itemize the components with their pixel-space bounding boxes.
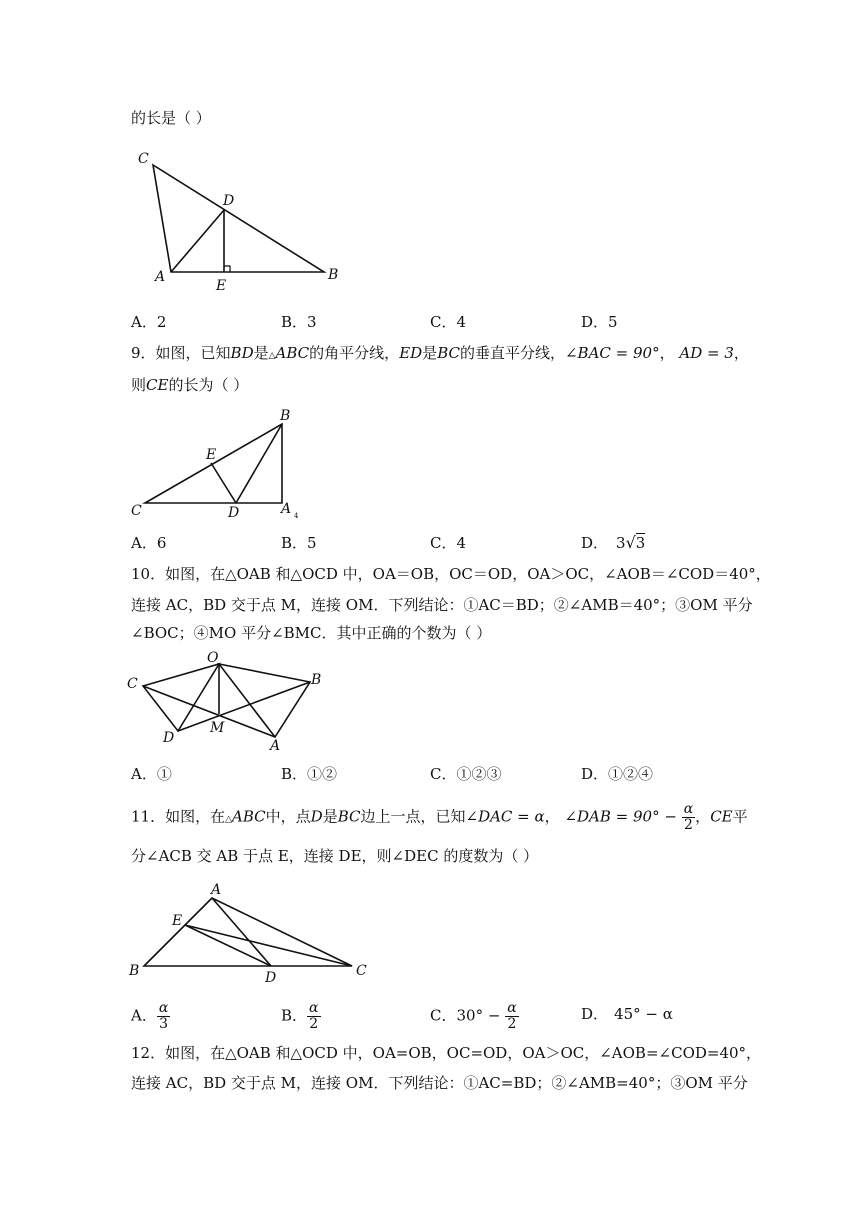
q9-option-c: C．4: [430, 534, 467, 552]
q12-stem-line1: 12．如图，在△OAB 和△OCD 中，OA=OB，OC=OD，OA＞OC，∠AOB=∠COD=40°，: [131, 1044, 762, 1062]
q8-option-b: B．3: [281, 313, 317, 331]
q11-label-d: D: [265, 970, 277, 986]
q9-label-a: A: [281, 501, 292, 517]
q9-stem-line2: 则CE的长为（ ）: [131, 376, 249, 394]
q9-option-b: B．5: [281, 534, 317, 552]
q10-stem-line3: ∠BOC；④MO 平分∠BMC．其中正确的个数为（ ）: [131, 624, 492, 642]
q8-label-e: E: [216, 278, 227, 294]
q9-label-c: C: [131, 503, 142, 519]
q9-label-e: E: [206, 447, 217, 463]
q9-label-small: 4: [294, 512, 299, 520]
q11-label-b: B: [129, 963, 140, 979]
q11-option-a: A． $\frac{\alpha}{3}$: [131, 1000, 169, 1032]
q10-stem-line2: 连接 AC，BD 交于点 M，连接 OM．下列结论：①AC＝BD；②∠AMB＝40°；③OM 平分: [131, 596, 753, 614]
q8-tail-text: 的长是（ ）: [131, 109, 211, 127]
q11-label-e: E: [172, 913, 183, 929]
q10-label-c: C: [127, 676, 138, 692]
q10-label-m: M: [210, 720, 225, 736]
q10-stem-line1: 10．如图，在△OAB 和△OCD 中，OA＝OB，OC＝OD，OA＞OC，∠AOB＝∠COD＝40°，: [131, 565, 771, 583]
q8-option-a: A．2: [131, 313, 167, 331]
q11-option-b: B． $\frac{\alpha}{2}$: [281, 1000, 319, 1032]
q10-label-a: A: [270, 738, 281, 754]
q11-stem-line2: 分∠ACB 交 AB 于点 E，连接 DE，则∠DEC 的度数为（ ）: [131, 847, 539, 865]
q9-option-a: A．6: [131, 534, 167, 552]
q11-option-c: C．30° − $\frac{\alpha}{2}$: [430, 1000, 517, 1032]
q9-option-d: D． 3√3: [581, 533, 646, 552]
q11-stem-line1: 11．如图，在△ABC中，点D是BC边上一点，已知∠DAC = α， ∠DAB = 90° − $\frac{\alpha}{2}$ ，CE平: [131, 801, 748, 833]
q8-option-c: C．4: [430, 313, 467, 331]
q10-label-o: O: [207, 650, 219, 666]
q9-stem-line1: 9．如图，已知BD是△ABC的角平分线，ED是BC的垂直平分线，∠BAC = 90°， AD = 3，: [131, 344, 749, 362]
q10-label-b: B: [311, 672, 322, 688]
q11-option-d: D． 45° − α: [581, 1005, 673, 1023]
q11-label-c: C: [356, 963, 367, 979]
q11-label-a: A: [211, 882, 222, 898]
q8-option-d: D．5: [581, 313, 618, 331]
q10-label-d: D: [163, 730, 175, 746]
q9-label-d: D: [228, 505, 240, 521]
q10-option-c: C．①②③: [430, 765, 502, 783]
q8-label-d: D: [223, 193, 235, 209]
q9-label-b: B: [280, 408, 291, 424]
q8-label-b: B: [328, 267, 339, 283]
q10-option-b: B．①②: [281, 765, 338, 783]
q8-label-a: A: [155, 269, 166, 285]
q12-stem-line2: 连接 AC，BD 交于点 M，连接 OM．下列结论：①AC=BD；②∠AMB=40°；③OM 平分: [131, 1074, 748, 1092]
q10-option-d: D．①②④: [581, 765, 654, 783]
q8-label-c: C: [138, 151, 149, 167]
q10-option-a: A．①: [131, 765, 172, 783]
